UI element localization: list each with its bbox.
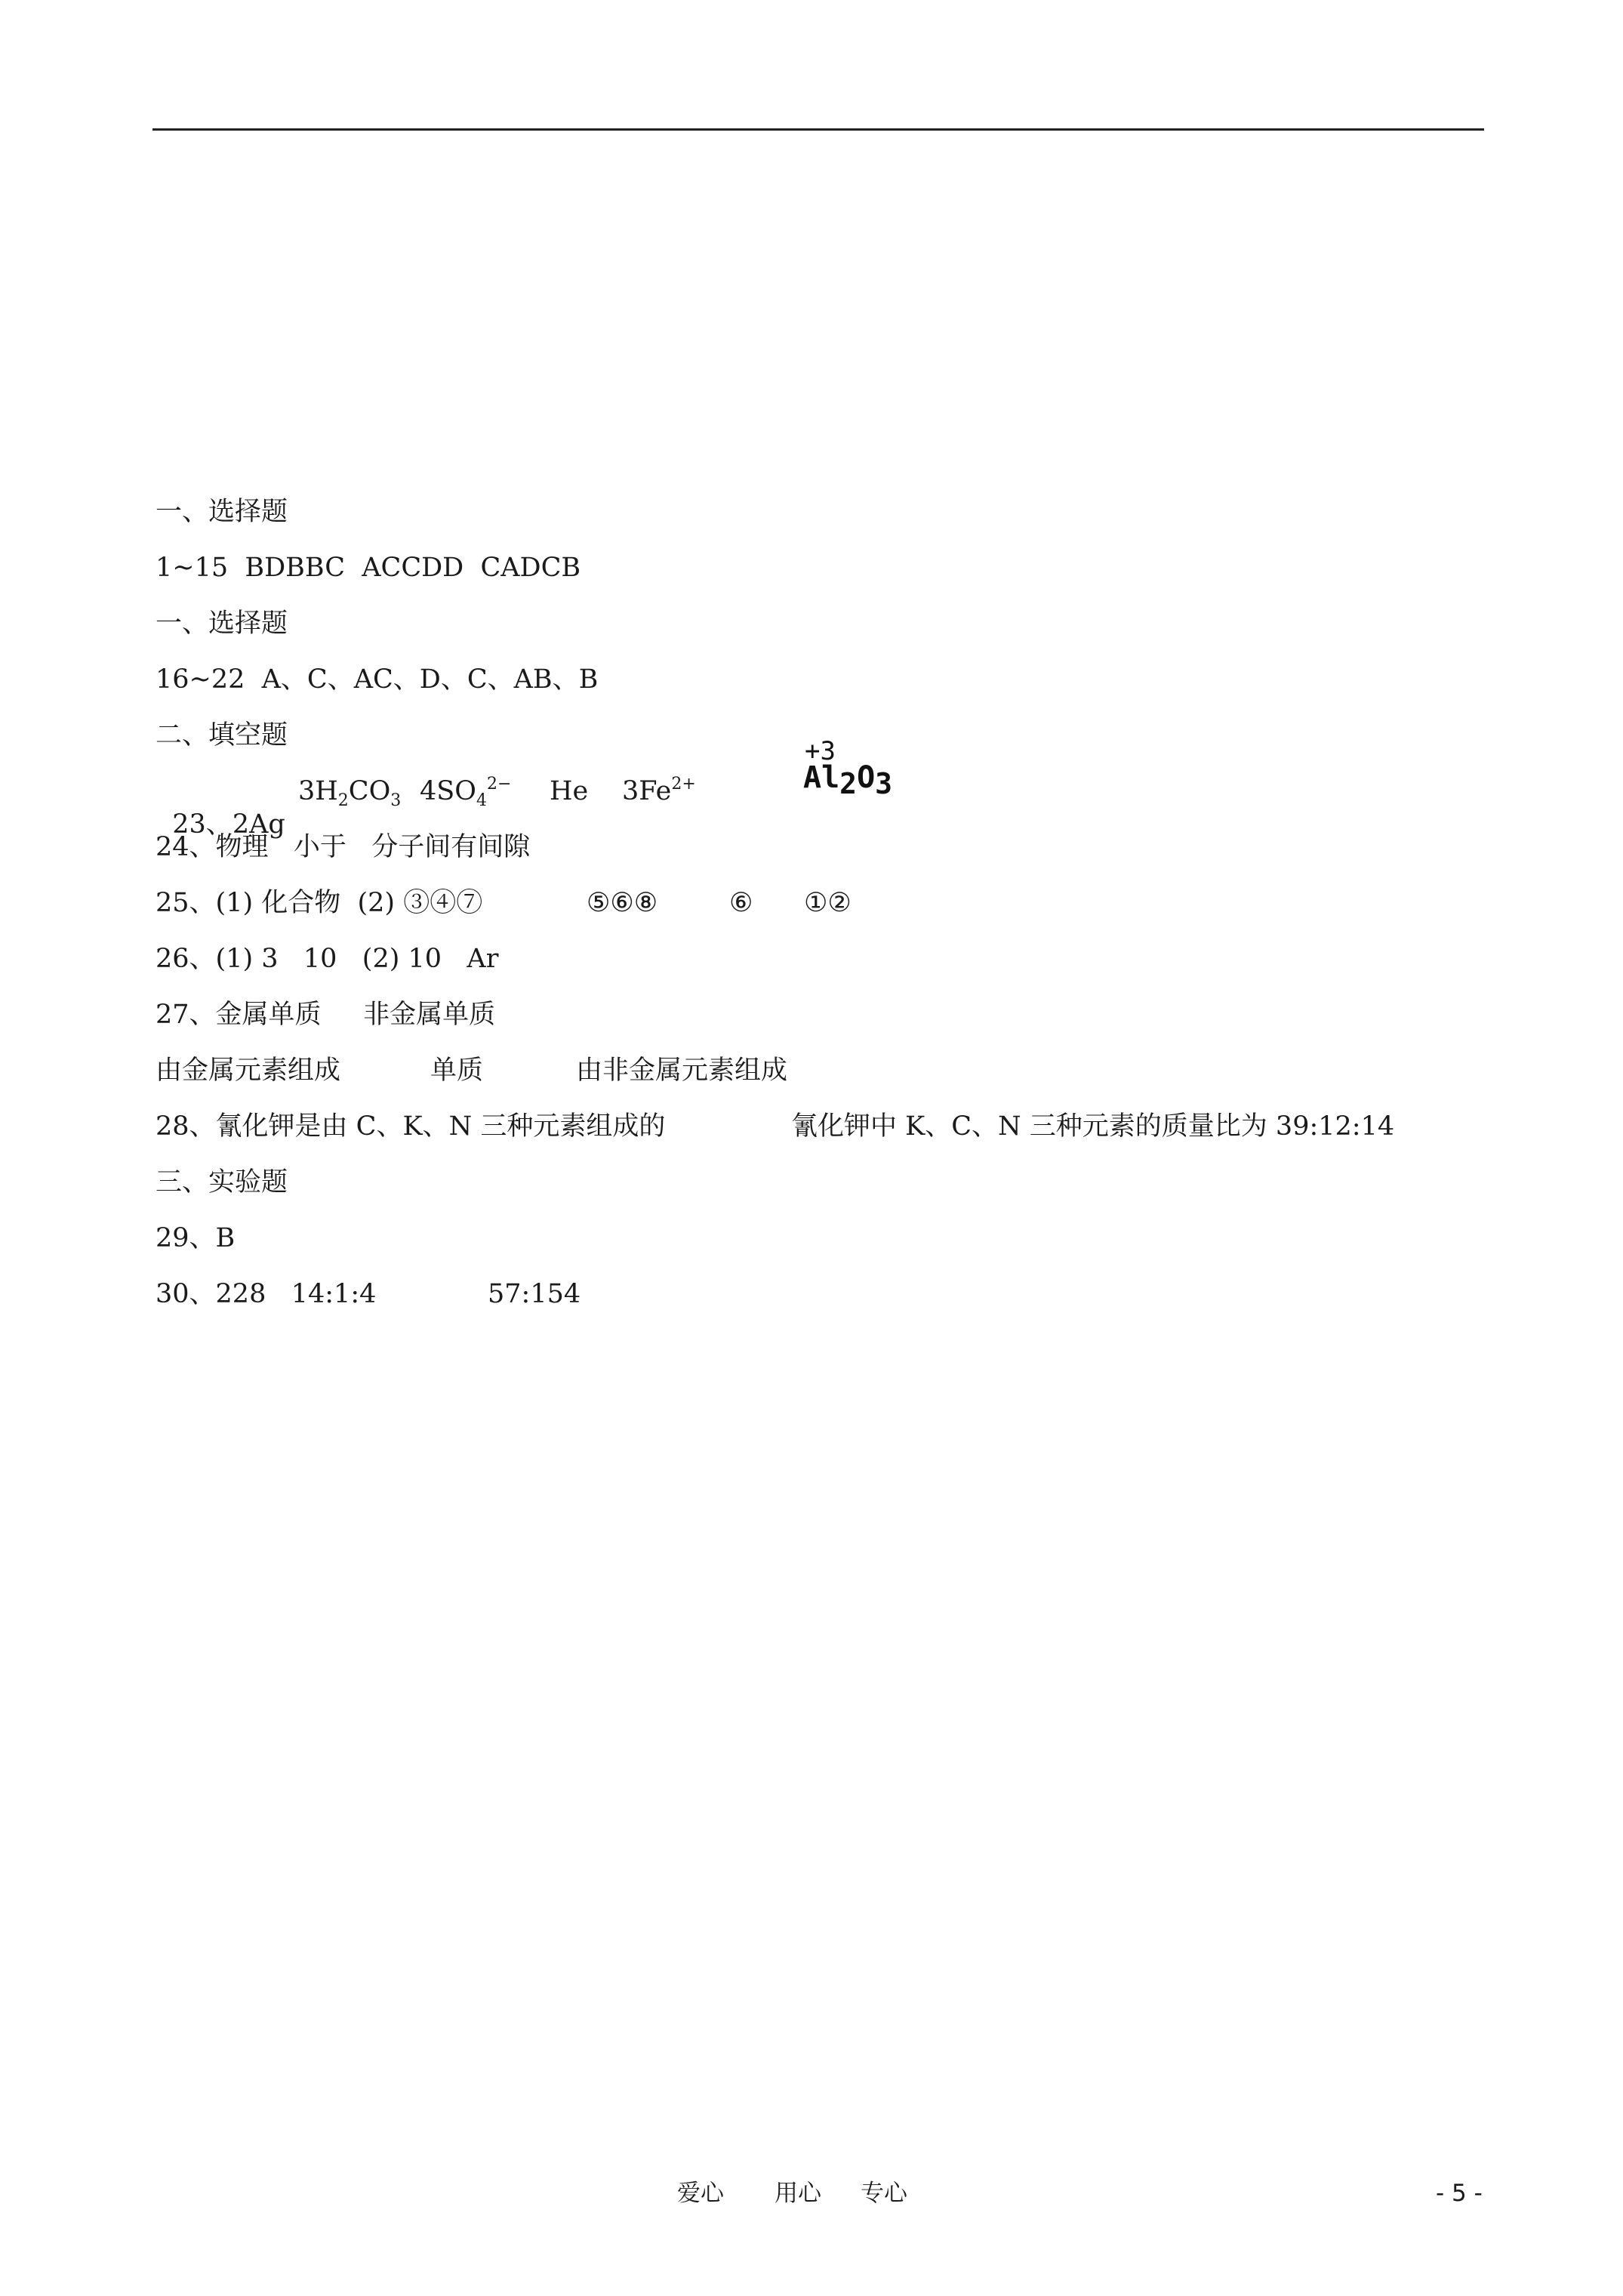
al-valence-charge: +3 — [805, 736, 836, 766]
q25-answer-6: ⑥ — [729, 888, 753, 918]
q25-answer-558: ⑤⑥⑧ — [587, 888, 658, 918]
answer-line-1-15: 1~15 BDBBC ACCDD CADCB — [156, 553, 581, 583]
answer-line-29: 29、B — [156, 1223, 236, 1253]
q23-answer-so4-ion: $4SO_4^{2-}$ — [420, 775, 512, 810]
answer-line-28-ratio: 氰化钾中 K、C、N 三种元素的质量比为 39:12:14 — [791, 1111, 1395, 1142]
answer-line-30: 30、228 14:1:4 — [156, 1279, 377, 1309]
page-number: - 5 - — [1436, 2180, 1483, 2207]
answer-line-30-ratio: 57:154 — [488, 1279, 581, 1309]
q23-number: 23、 — [172, 809, 233, 840]
answer-line-27b-a: 由金属元素组成 — [156, 1056, 341, 1086]
q23-answer-2ag: 2Ag — [232, 809, 285, 840]
footer-text-1: 爱心 — [677, 2180, 724, 2207]
answer-line-27b-c: 由非金属元素组成 — [576, 1056, 788, 1086]
answer-line-24: 24、物理 小于 分子间有间隙 — [156, 832, 531, 862]
section-title-fill-blank: 二、填空题 — [156, 720, 288, 750]
q25-answer-12: ①② — [804, 888, 852, 918]
answer-line-26: 26、(1) 3 10 (2) 10 Ar — [156, 944, 499, 974]
header-rule — [152, 128, 1484, 131]
q23-answer-he: He — [550, 776, 589, 806]
section-title-experiment: 三、实验题 — [156, 1167, 288, 1197]
footer-text-3: 专心 — [861, 2180, 907, 2207]
footer-text-2: 用心 — [775, 2180, 821, 2207]
answer-line-27: 27、金属单质 非金属单质 — [156, 1000, 496, 1030]
answer-line-25: 25、(1) 化合物 (2) ③④⑦ — [156, 888, 483, 918]
answer-line-28: 28、氰化钾是由 C、K、N 三种元素组成的 — [156, 1111, 666, 1142]
answer-line-27b-b: 单质 — [430, 1056, 484, 1086]
section-title-choice-2: 一、选择题 — [156, 609, 288, 639]
q23-answer-fe-ion: $3Fe^{2+}$ — [622, 775, 696, 806]
al2o3-formula: Al2O3 — [803, 760, 893, 800]
q23-answer-h2co3: $3H_2CO_3$ — [298, 776, 402, 810]
section-title-choice: 一、选择题 — [156, 497, 288, 527]
answer-line-16-22: 16~22 A、C、AC、D、C、AB、B — [156, 664, 599, 695]
